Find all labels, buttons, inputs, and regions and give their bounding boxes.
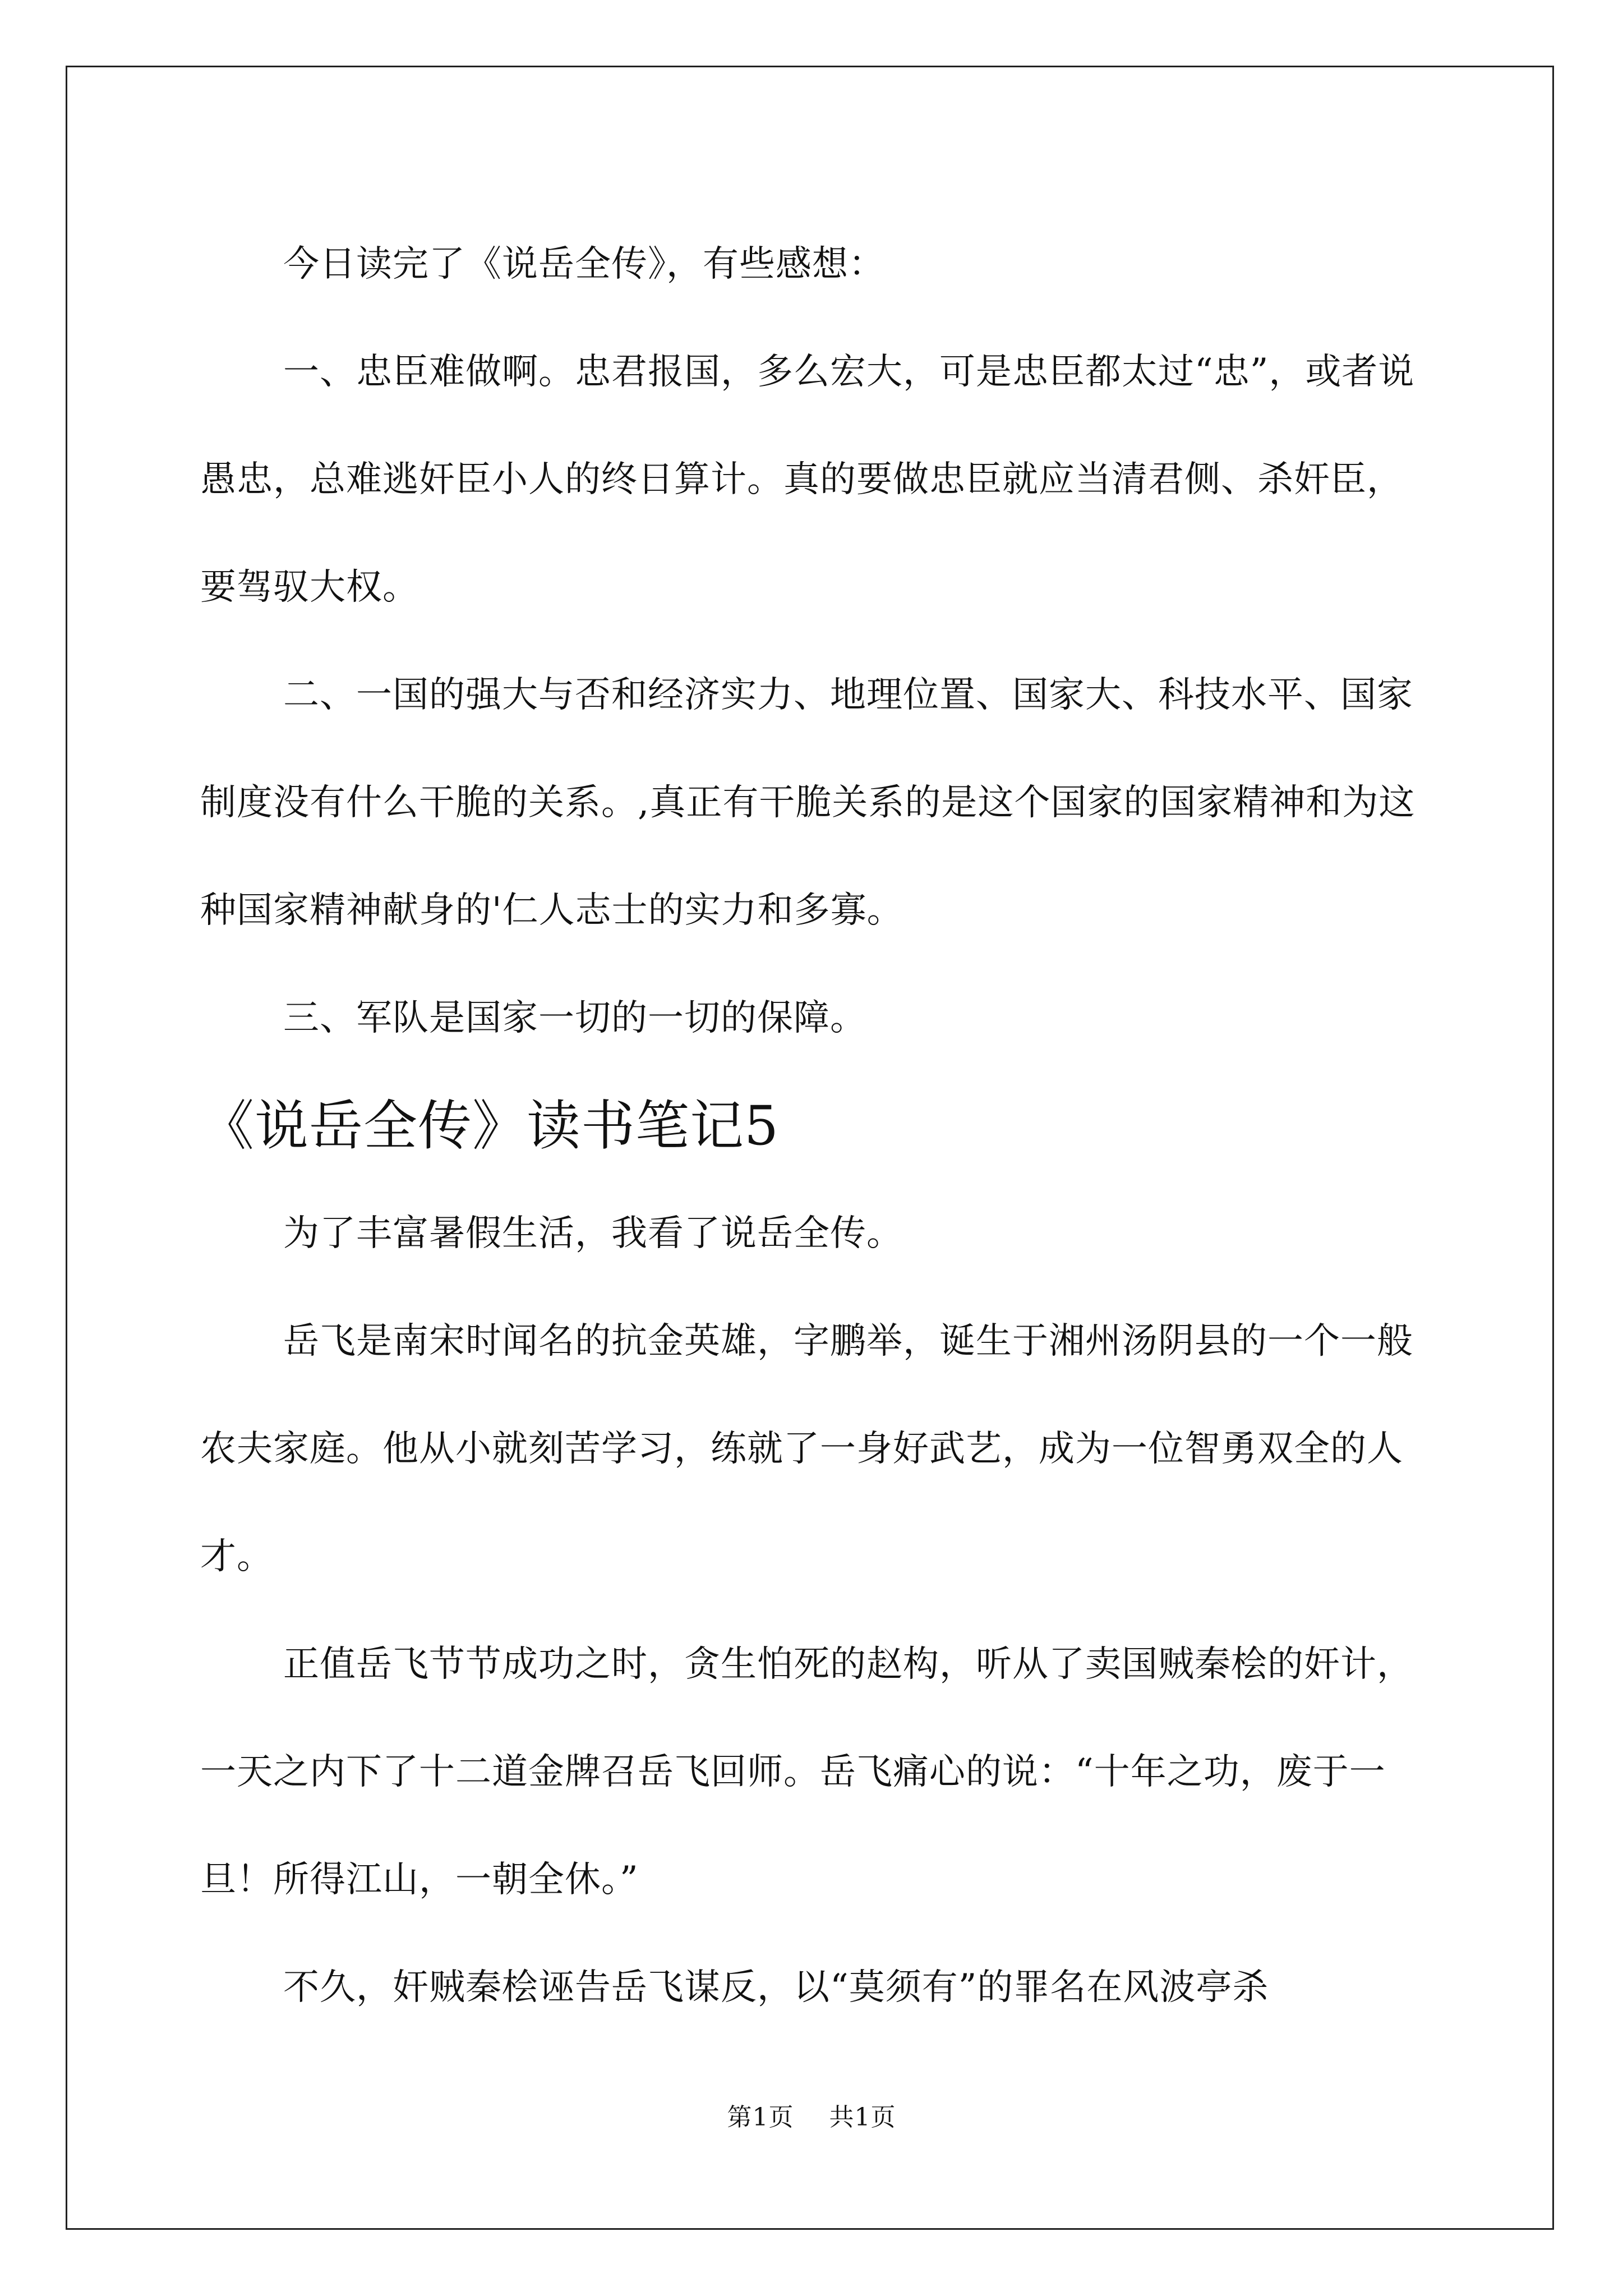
paragraph-gold-plates: 正值岳飞节节成功之时，贪生怕死的赵构，听从了卖国贼秦桧的奸计，一天之内下了十二道金牌召岳飞回师。岳飞痛心的说：“十年之功，废于一旦！所得江山，一朝全休。”: [200, 1644, 1413, 1901]
paragraph-intro: 今日读完了《说岳全传》，有些感想：: [283, 243, 885, 285]
paragraph-point-three: 三、军队是国家一切的一切的保障。: [283, 997, 866, 1039]
paragraph-summer: 为了丰富暑假生活，我看了说岳全传。: [283, 1213, 903, 1254]
total-pages: 共1页: [829, 2103, 896, 2132]
page-number: 第1页: [727, 2103, 794, 2132]
section-heading: 《说岳全传》读书笔记5: [200, 1094, 780, 1157]
paragraph-framed: 不久，奸贼秦桧诬告岳飞谋反，以“莫须有”的罪名在风波亭杀: [283, 1967, 1269, 2008]
paragraph-yuefei-intro: 岳飞是南宋时闻名的抗金英雄，字鹏举，诞生于湘州汤阴县的一个一般农夫家庭。他从小就刻苦学习，练就了一身好武艺，成为一位智勇双全的人才。: [200, 1320, 1413, 1577]
paragraph-point-two: 二、一国的强大与否和经济实力、地理位置、国家大、科技水平、国家制度没有什么干脆的关系。,真正有干脆关系的是这个国家的国家精神和为这种国家精神献身的'仁人志士的实力和多寡。: [200, 674, 1415, 931]
paragraph-point-one: 一、忠臣难做啊。忠君报国，多么宏大，可是忠臣都太过“忠”，或者说愚忠，总难逃奸臣小人的终日算计。真的要做忠臣就应当清君侧、杀奸臣，要驾驭大权。: [200, 351, 1415, 608]
page-footer: [0, 2097, 1623, 2133]
